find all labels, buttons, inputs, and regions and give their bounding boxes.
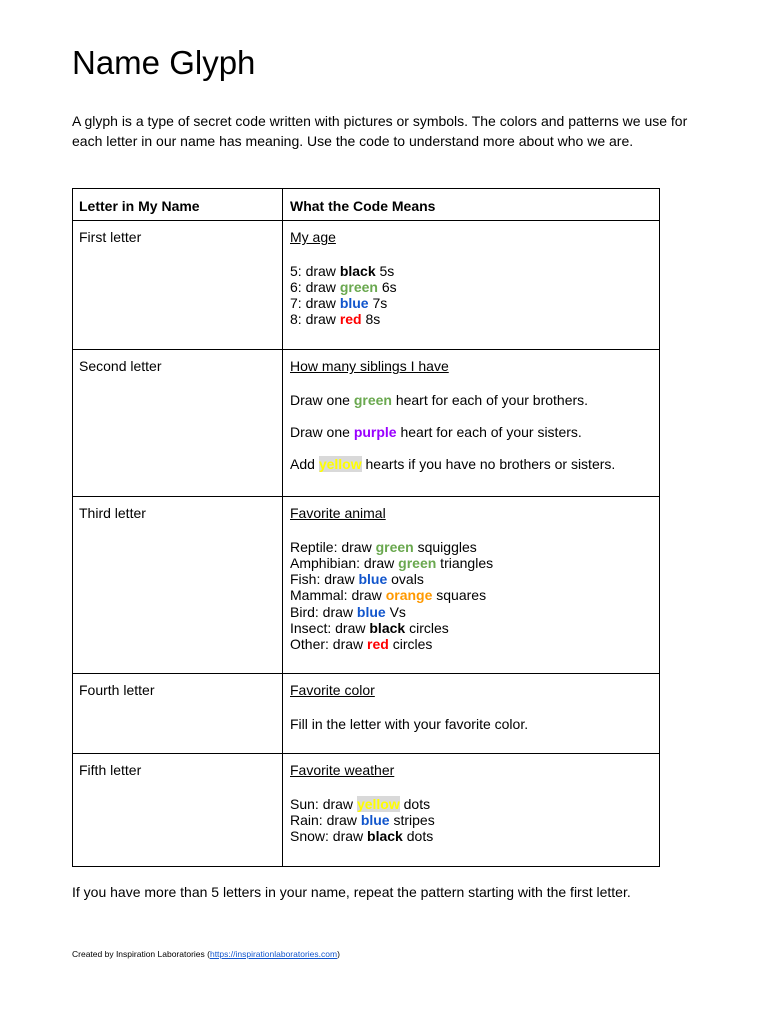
code-line: Fish: draw blue ovals [290,571,424,588]
glyph-code-table [72,188,660,867]
row-subtitle: Favorite animal [290,505,386,522]
code-line: Amphibian: draw green triangles [290,554,494,571]
row-subtitle: Favorite weather [290,762,395,779]
row-letter: Third letter [73,497,283,674]
row-letter: Fifth letter [73,754,283,867]
table-row [73,674,660,754]
code-line: Rain: draw blue stripes [290,811,435,828]
code-line: Bird: draw blue Vs [290,603,406,620]
intro-paragraph: A glyph is a type of secret code written with pictures or symbols. The colors and patterns we use for each letter in our name has meaning. Use the code to understand more about who we are. [72,113,688,149]
table-row [73,497,660,674]
credit-text: Created by Inspiration Laboratories ( [72,949,210,959]
row-subtitle: My age [290,229,336,246]
credit-line [72,949,340,959]
row-subtitle: Favorite color [290,682,375,699]
row-meaning [283,497,660,674]
code-line: 8: draw red 8s [290,311,381,328]
row-letter: Fourth letter [73,674,283,754]
table-row [73,350,660,497]
table-row [73,754,660,867]
credit-close: ) [337,949,340,959]
table-row [73,221,660,350]
page-title: Name Glyph [72,44,256,81]
header-letter: Letter in My Name [73,189,283,221]
code-line: 7: draw blue 7s [290,295,388,312]
row-letter: Second letter [73,350,283,497]
code-paragraph: Add yellow hearts if you have no brothers or sisters. [290,456,616,473]
row-meaning [283,221,660,350]
row-meaning [283,754,660,867]
code-line: Sun: draw yellow dots [290,795,431,812]
code-line: Fill in the letter with your favorite color. [290,715,529,732]
row-meaning [283,350,660,497]
code-line: Snow: draw black dots [290,828,434,845]
code-line: Reptile: draw green squiggles [290,538,477,555]
code-line: Insect: draw black circles [290,620,449,637]
credit-link[interactable]: https://inspirationlaboratories.com [209,949,338,959]
repeat-pattern-note: If you have more than 5 letters in your name, repeat the pattern starting with the first letter. [72,884,631,900]
header-meaning: What the Code Means [283,189,660,221]
code-paragraph: Draw one purple heart for each of your sisters. [290,423,582,440]
table-header-row [73,189,660,221]
code-line: Other: draw red circles [290,636,433,653]
row-meaning [283,674,660,754]
code-line: 5: draw black 5s [290,262,395,279]
code-line: 6: draw green 6s [290,278,397,295]
row-subtitle: How many siblings I have [290,358,449,375]
code-paragraph: Draw one green heart for each of your brothers. [290,391,589,408]
code-line: Mammal: draw orange squares [290,587,487,604]
row-letter: First letter [73,221,283,350]
